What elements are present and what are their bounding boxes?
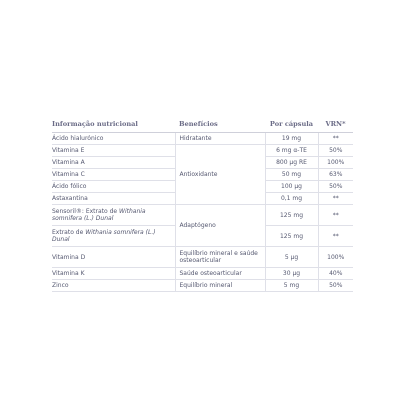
table-row [52, 145, 353, 157]
vrn-cell: 63% [318, 169, 353, 181]
vrn-cell: ** [318, 205, 353, 226]
dose-cell: 6 mg α-TE [265, 145, 318, 157]
header-nutrient: Informação nutricional [52, 119, 175, 133]
vrn-cell: 50% [318, 145, 353, 157]
header-per-capsule: Por cápsula [265, 119, 318, 133]
dose-cell: 30 µg [265, 268, 318, 280]
dose-cell: 125 mg [265, 205, 318, 226]
dose-cell: 125 mg [265, 226, 318, 247]
vrn-cell: 40% [318, 268, 353, 280]
benefit-cell: Hidratante [175, 133, 265, 145]
vrn-cell: 50% [318, 181, 353, 193]
nutrient-name [52, 205, 175, 226]
table-header-row [52, 119, 353, 133]
benefit-cell: Saúde osteoarticular [175, 268, 265, 280]
benefit-cell: Adaptógeno [175, 205, 265, 247]
dose-cell: 800 µg RE [265, 157, 318, 169]
dose-cell: 50 mg [265, 169, 318, 181]
nutrient-name [52, 226, 175, 247]
table-row [52, 268, 353, 280]
nutrient-name: Vitamina D [52, 247, 175, 268]
nutrient-name: Vitamina A [52, 157, 175, 169]
header-vrn: VRN* [318, 119, 353, 133]
vrn-cell: 100% [318, 157, 353, 169]
table-row [52, 247, 353, 268]
dose-cell: 5 µg [265, 247, 318, 268]
dose-cell: 0,1 mg [265, 193, 318, 205]
vrn-cell: ** [318, 226, 353, 247]
dose-cell: 100 µg [265, 181, 318, 193]
nutrient-name-prefix: Extrato de [52, 229, 86, 236]
nutrient-name: Vitamina K [52, 268, 175, 280]
benefit-cell: Equilíbrio mineral [175, 280, 265, 292]
header-benefits: Benefícios [175, 119, 265, 133]
benefit-cell: Antioxidante [175, 145, 265, 205]
vrn-cell: ** [318, 133, 353, 145]
table-row [52, 133, 353, 145]
nutrient-name: Zinco [52, 280, 175, 292]
dose-cell: 19 mg [265, 133, 318, 145]
nutrient-name-prefix: Sensoril®: Extrato de [52, 208, 120, 215]
nutrition-table-container [52, 119, 353, 292]
table-row [52, 280, 353, 292]
nutrient-name: Ácido hialurónico [52, 133, 175, 145]
vrn-cell: 100% [318, 247, 353, 268]
vrn-cell: ** [318, 193, 353, 205]
nutrient-name: Ácido fólico [52, 181, 175, 193]
nutrient-name: Vitamina E [52, 145, 175, 157]
nutrition-table [52, 119, 353, 292]
vrn-cell: 50% [318, 280, 353, 292]
nutrient-name: Astaxantina [52, 193, 175, 205]
table-row [52, 205, 353, 226]
dose-cell: 5 mg [265, 280, 318, 292]
benefit-cell: Equilíbrio mineral e saúde osteoarticular [175, 247, 265, 268]
nutrient-name-latin: Withania somnifera (L.) Dunal [52, 229, 156, 243]
nutrient-name: Vitamina C [52, 169, 175, 181]
nutrient-name-latin: Withania somnifera (L.) Dunal [52, 208, 146, 222]
